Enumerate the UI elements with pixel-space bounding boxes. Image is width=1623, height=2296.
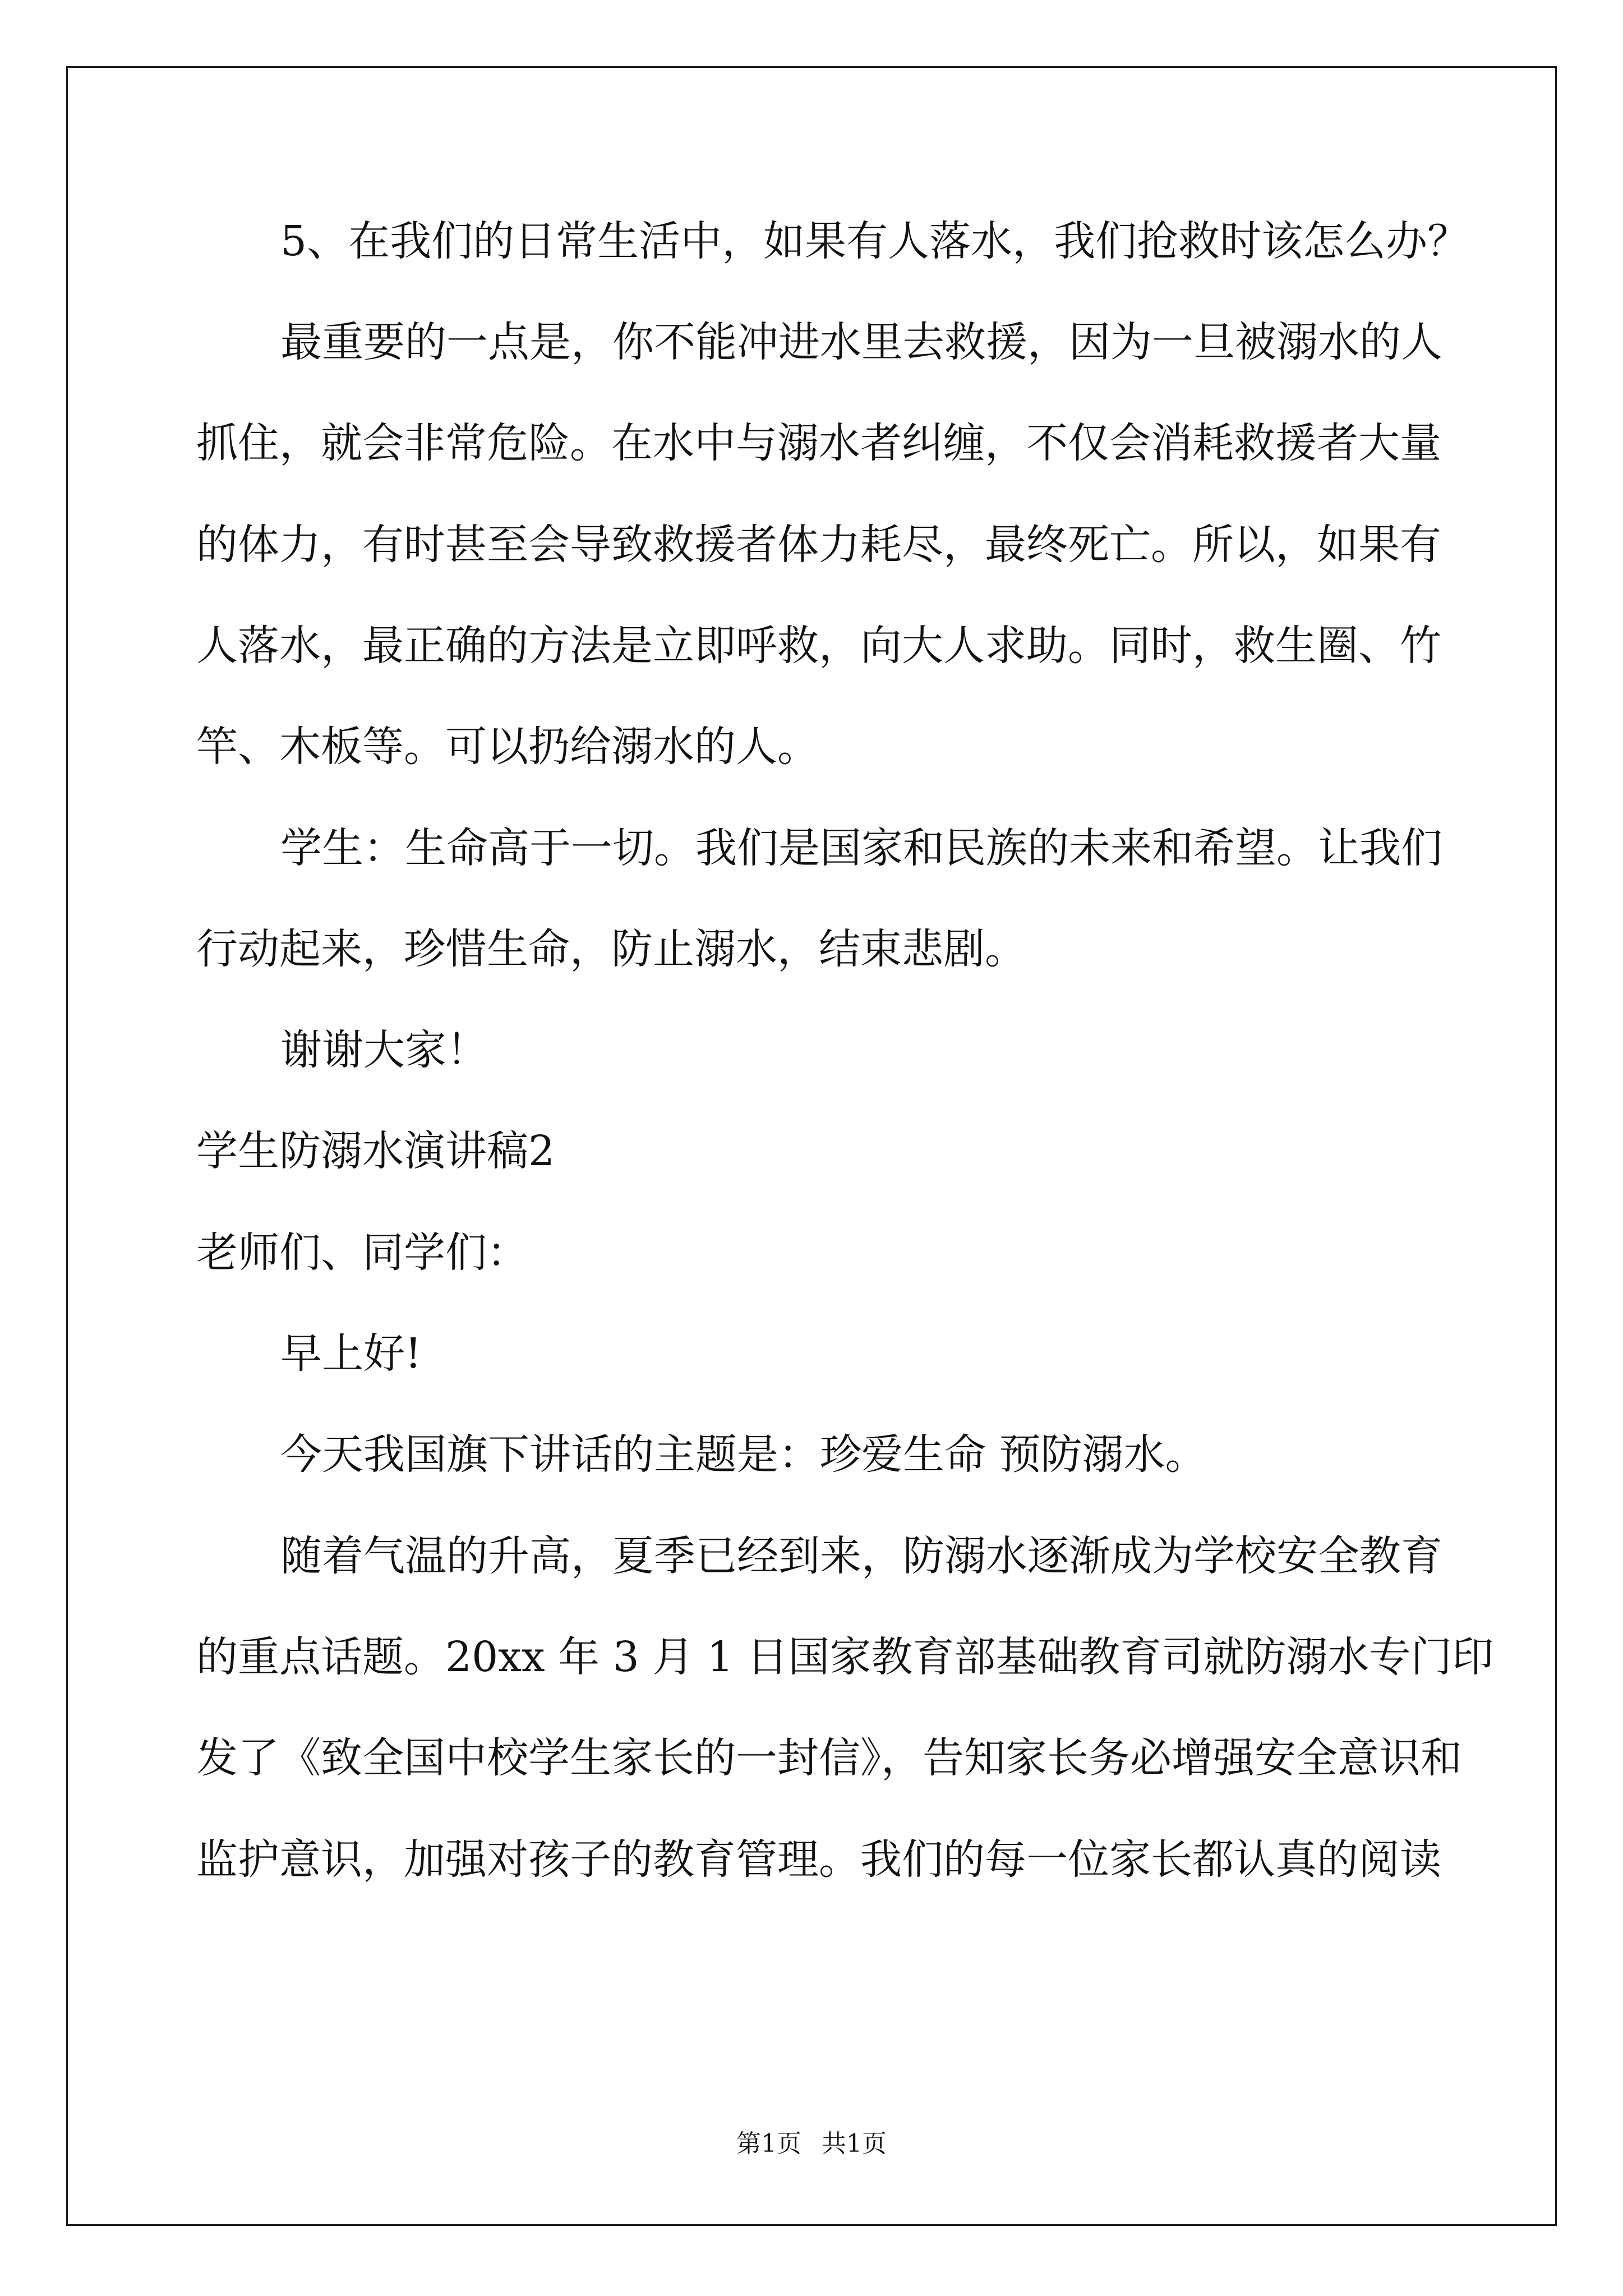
paragraph-line: 行动起来，珍惜生命，防止溺水，结束悲剧。	[196, 925, 1026, 973]
page-total: 共1页	[822, 2129, 887, 2158]
paragraph-line: 的体力，有时甚至会导致救援者体力耗尽，最终死亡。所以，如果有	[196, 521, 1441, 569]
paragraph-line: 最重要的一点是，你不能冲进水里去救援，因为一旦被溺水的人	[280, 318, 1442, 366]
page-footer	[0, 2123, 1623, 2159]
paragraph-line: 的重点话题。20xx 年 3 月 1 日国家教育部基础教育司就防溺水专门印	[196, 1633, 1494, 1681]
paragraph-line: 谢谢大家！	[280, 1026, 488, 1074]
paragraph-line: 竿、木板等。可以扔给溺水的人。	[196, 723, 819, 771]
paragraph-line: 发了《致全国中校学生家长的一封信》，告知家长务必增强安全意识和	[196, 1734, 1462, 1782]
paragraph-line: 学生：生命高于一切。我们是国家和民族的未来和希望。让我们	[280, 824, 1442, 872]
paragraph-line: 监护意识，加强对孩子的教育管理。我们的每一位家长都认真的阅读	[196, 1835, 1441, 1884]
paragraph-line: 人落水，最正确的方法是立即呼救，向大人求助。同时，救生圈、竹	[196, 622, 1441, 670]
page-number: 第1页	[736, 2129, 801, 2158]
paragraph-line: 今天我国旗下讲话的主题是：珍爱生命 预防溺水。	[280, 1430, 1207, 1479]
paragraph-line: 抓住，就会非常危险。在水中与溺水者纠缠，不仅会消耗救援者大量	[196, 419, 1441, 467]
paragraph-line: 5、在我们的日常生活中，如果有人落水，我们抢救时该怎么办？	[280, 217, 1469, 265]
salutation: 老师们、同学们：	[196, 1228, 528, 1277]
section-heading: 学生防溺水演讲稿2	[196, 1127, 555, 1175]
paragraph-line: 随着气温的升高，夏季已经到来，防溺水逐渐成为学校安全教育	[280, 1532, 1442, 1580]
greeting: 早上好!	[280, 1329, 422, 1378]
